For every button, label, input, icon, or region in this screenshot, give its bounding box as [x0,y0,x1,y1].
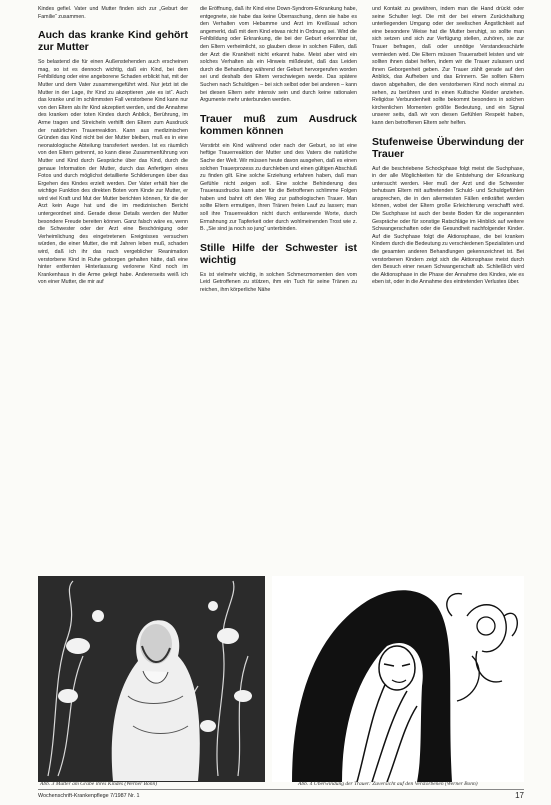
text-column-3 [372,6,524,287]
grief-illustration-art [272,576,524,782]
body-paragraph: Es ist vielmehr wichtig, in solchen Schmerzmomenten den vom Leid Getroffenen zu stützen, ihm ein Tuch für seine Tränen zu reichen, ihm körperliche Nähe [200,271,357,294]
section-heading: Auch das kranke Kind gehört zur Mutter [38,29,188,54]
figure-3-caption: Abb. 3 Mutter am Grabe ihres Kindes (Werner Bonn) [40,781,158,787]
body-paragraph: Kindes gefiel. Vater und Mutter finden sich zur „Geburt der Familie“ zusammen. [38,6,188,20]
footer-rule [38,789,524,790]
text-column-2 [200,6,357,295]
illustration-mother-at-grave [38,576,265,782]
text-column-1 [38,6,188,287]
page-number: 17 [515,791,524,800]
body-paragraph: Verstirbt ein Kind während oder nach der Geburt, so ist eine heftige Trauerreaktion der Mutter und des Vaters die natürliche Sache der Welt. Wir müssen heute davon ausgehen, daß es einen solchen Trauerprozess zu durchleben und einen gültigen Abschluß zu finden gilt. Eine solche Erziehung erfahren haben, daß man Gefühle nicht zeigen soll. Eine solche Behinderung des Trauerausdrucks kann aber für die Betroffenen schlimme Folgen haben und bahnt oft den Weg zur pathologischen Trauer. Man sollte Eltern ermutigen, ihren Tränen freien Lauf zu lassen; man soll ihre Trauerreaktion nicht durch entlarvende Worte, durch Ermahnung zur Tapferkeit oder durch wohlmeinenden Trost wie z. B. „Sie sind ja noch so jung“ unterbinden. [200,142,357,233]
grave-illustration-art [38,576,265,782]
body-paragraph: die Eröffnung, daß ihr Kind eine Down-Syndrom-Erkrankung habe, entgegnete, sie habe das keine Überraschung, denn sie habe es den Verhalten vom Hebamme und Arzt im Kreißsaal schon angemerkt, daß mit dem Kind etwas nicht in Ordnung sei. Wird die Fehlbildung oder Erkrankung, die bei der Geburt erkennbar ist, den Eltern verheimlicht, so glauben diese in solchen Fällen, daß der Arzt die Krankheit nicht erkannt habe. Meist aber wird ein solches Verhalten als ein Hinweis mißdeutet, daß das Leiden durch die Behandlung während der Geburt hervorgerufen worden sei und deshalb den Eltern verschwiegen werde. Das spätere Suchen nach Schuldigen – bei sich selbst oder bei anderen – kann bei diesen Eltern sehr intensiv sein und durch keine rationalen Argumente mehr unterbunden werden. [200,6,357,104]
body-paragraph: und Kontakt zu gewähren, indem man die Hand drückt oder seine Schulter legt. Die mit der bei einem Zurückhaltung unterliegenden Umgang oder der seelischen Ängstlichkeit auf eine besondere Weise hat die Mutter beruhigt, so sollte man sich setzen und sich zur Verfügung stellen, zuhören, sie zur Trauer befragen, daß oder unnötige Verstandesschärfe vermieden wird. Die Eltern müssen Trauerarbeit leisten und wir sollten ihnen dabei helfen, indem wir die Trauer zulassen und ihnen Geborgenheit geben. Zur Trauer zählt gerade auf den Anblick, das Aufheben und das Erinnern. Sie sollten Eltern davon abgehalten, die den verstorbenen Kind noch einmal zu sehen, zu berühren und in einen Kultische Kleider anziehen. Religiöse Verbundenheit sollte bekommt besonders in solchen kirchenlichen Momenten größte Bedeutung, und ein Signal unserer seits, daß wir von diesen Gefühlen Respekt haben, kann den betroffenen Eltern sehr helfen. [372,6,524,126]
figure-4-caption: Abb. 4 Überwindung der Trauer: Zuversicht auf den Verstorbenen (Werner Bonn) [298,781,478,787]
section-heading: Stille Hilfe der Schwester ist wichtig [200,241,357,266]
section-heading: Stufenweise Überwindung der Trauer [372,135,524,160]
body-paragraph: Auf die beschriebene Schockphase folgt meist die Suchphase, in der alle Möglichkeiten für die Entstehung der Erkrankung untersucht werden. Hier muß der Arzt und die Schwester behutsam Eltern mit auftretenden Schuld- und Schuldgefühlen ansprechen, die in den allermeisten Fällen entkräftet werden können, wobei der Eltern große Erleichterung verschafft wird. Die Suchphase ist auch der beste Boden für die sogenannten Gespräche oder für sonstige Ratschläge im Hinblick auf weitere Schwangerschaften oder die Gesundheit nachfolgender Kinder. Auf die Suchphase folgt die Aktionsphase, die bei kranken Kindern durch die Bedeutung zu verschiedenen Spezialisten und die gesamten anderen Behandlungen gekennzeichnet ist. Bei verstorbenen Kindern zeigt sich die Aktionsphase meist durch den Besuch einer neuen Schwangerschaft ab. Schließlich wird die Aktionsphase in die Phase der Annahme des Kindes, wie es eben ist, oder in die Annahme des eintretenden Verlustes über. [372,165,524,286]
footer-source: Wochenschrift-Krankenpflege 7/1987 Nr. 1 [38,793,140,799]
body-paragraph: So belastend die für einen Außenstehenden auch erscheinen mag, so ist es dennoch wichtig, daß ein Kind, bei dem Fehlbildung oder eine angeborene Schaden erblickt hat, mit der Mutter und dem Vater zusammengeführt wird. Nur jetzt ist die Mutter in der Lage, ihr Kind zu akzeptieren „wie es ist“. Auch das kranke und im schlimmsten Fall verstorbene Kind kann nur von den Eltern als ihr Kind akzeptiert werden, und die Annahme des kranken oder toten Kindes durch Anblick, Berührung, im Arme tragen und Streicheln verhilft den Eltern zum Ausdruck der natürlichen Trauerreaktion. Kann aus medizinischen Gründen das Kind nicht bei der Mutter bleiben, muß es in eine neonatologische Abteilung transferiert werden. Ist es räumlich von den Eltern getrennt, so kann diese Zusammenführung von Mutter und Kind durch Gespräche über das Kind, durch die genaue Information der Mutter, durch das Anfertigen eines Fotos und durch möglichst detaillierte Schilderungen über das Ergehen des Kindes erzielt werden. Der Vater erhält hier die wichtige Funktion des direkten Boten vom Kinde zur Mutter, er wird viel Kraft und Mut der Mutter berichten können, für die der Arzt kein Auge hat und die im medizinischen Bericht untergeordnet sind. Gerade diese Details werden der Mutter besondere Freude bereiten können. Ganz falsch wäre es, wenn die Schwester oder der Arzt eine Beschönigung oder Verheimlichung des eingetretenen Ereignisses versuchen würden, die einer Mutter, die mit Jahren leben muß, schaden wird, daß ich ihr das nach vergeblicher Reanimation verstorbene Kind in Ruhe geborgen gehalten hätte, daß eine hinter entfernten Hinterlassung verlorene Kind noch im Krankenhaus in die Arme gelegt habe. Andererseits weiß ich von einer Mutter, die mir auf [38,59,188,286]
page-footer [38,793,524,801]
illustration-overcoming-grief [272,576,524,782]
section-heading: Trauer muß zum Ausdruck kommen können [200,112,357,137]
